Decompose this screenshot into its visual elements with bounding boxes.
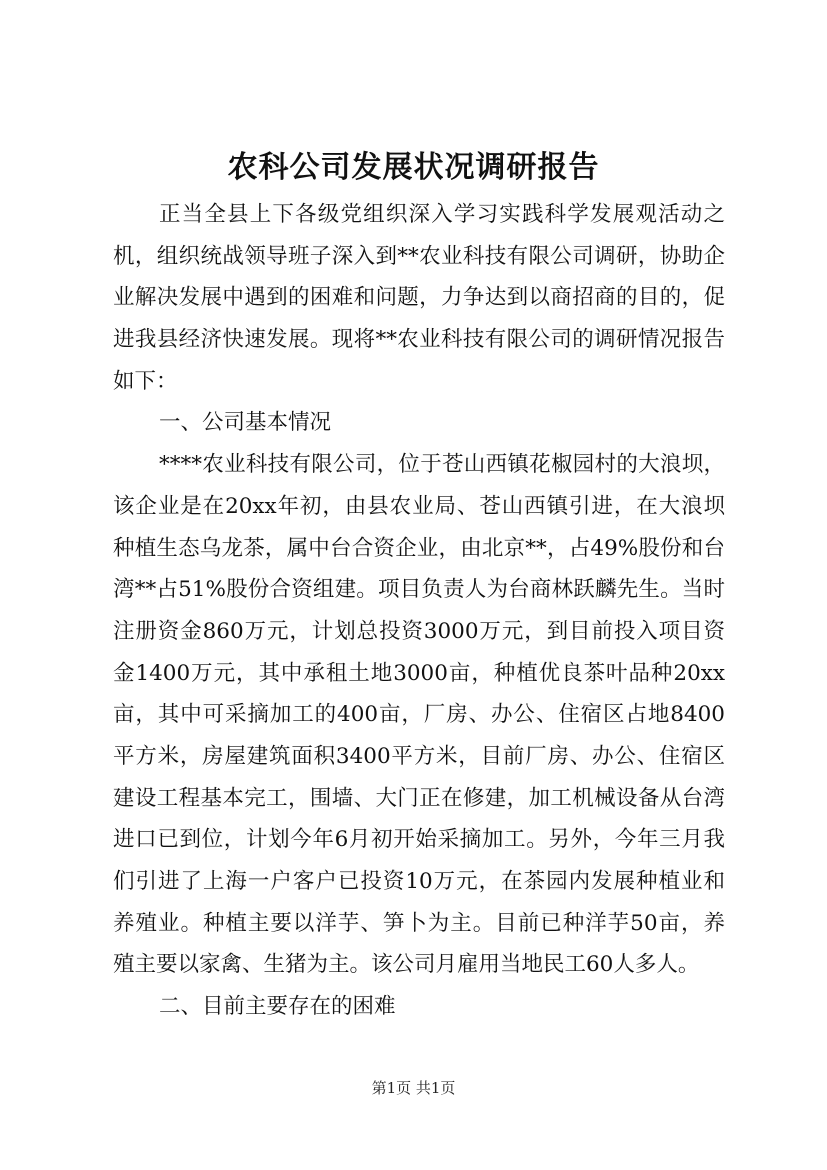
paragraph-line: 金1400万元，其中承租土地3000亩，种植优良茶叶品种20xx: [113, 660, 725, 686]
paragraph-line: 该企业是在20xx年初，由县农业局、苍山西镇引进，在大浪坝: [113, 493, 725, 519]
paragraph-line: 平方米，房屋建筑面积3400平方米，目前厂房、办公、住宿区: [113, 743, 725, 769]
section-heading: 二、目前主要存在的困难: [159, 994, 396, 1020]
paragraph-line: 进口已到位，计划今年6月初开始采摘加工。另外，今年三月我: [113, 827, 725, 853]
document-body: [113, 194, 725, 1028]
paragraph-line: 业解决发展中遇到的困难和问题，力争达到以商招商的目的，促: [113, 285, 725, 311]
paragraph-line: 进我县经济快速发展。现将**农业科技有限公司的调研情况报告: [113, 327, 725, 353]
paragraph-line: 注册资金860万元，计划总投资3000万元，到目前投入项目资: [113, 618, 725, 644]
paragraph-line: 机，组织统战领导班子深入到**农业科技有限公司调研，协助企: [113, 243, 725, 269]
page-footer: 第1页 共1页: [371, 1079, 456, 1097]
paragraph-line: 正当全县上下各级党组织深入学习实践科学发展观活动之: [159, 202, 725, 227]
paragraph-line: 如下：: [113, 368, 178, 394]
section-heading: 一、公司基本情况: [159, 410, 332, 436]
paragraph-line: ****农业科技有限公司，位于苍山西镇花椒园村的大浪坝，: [159, 452, 725, 478]
paragraph-line: 湾**占51%股份合资组建。项目负责人为台商林跃麟先生。当时: [113, 577, 725, 603]
paragraph-line: 种植生态乌龙茶，属中台合资企业，由北京**，占49%股份和台: [113, 535, 725, 561]
paragraph-line: 殖主要以家禽、生猪为主。该公司月雇用当地民工60人多人。: [113, 952, 700, 978]
paragraph-line: 亩，其中可采摘加工的400亩，厂房、办公、住宿区占地8400: [113, 702, 725, 728]
paragraph-line: 们引进了上海一户客户已投资10万元，在茶园内发展种植业和: [113, 869, 725, 894]
document-title: 农科公司发展状况调研报告: [227, 150, 600, 185]
paragraph-line: 建设工程基本完工，围墙、大门正在修建，加工机械设备从台湾: [113, 785, 725, 811]
paragraph-line: 养殖业。种植主要以洋芋、笋卜为主。目前已种洋芋50亩，养: [113, 910, 725, 936]
